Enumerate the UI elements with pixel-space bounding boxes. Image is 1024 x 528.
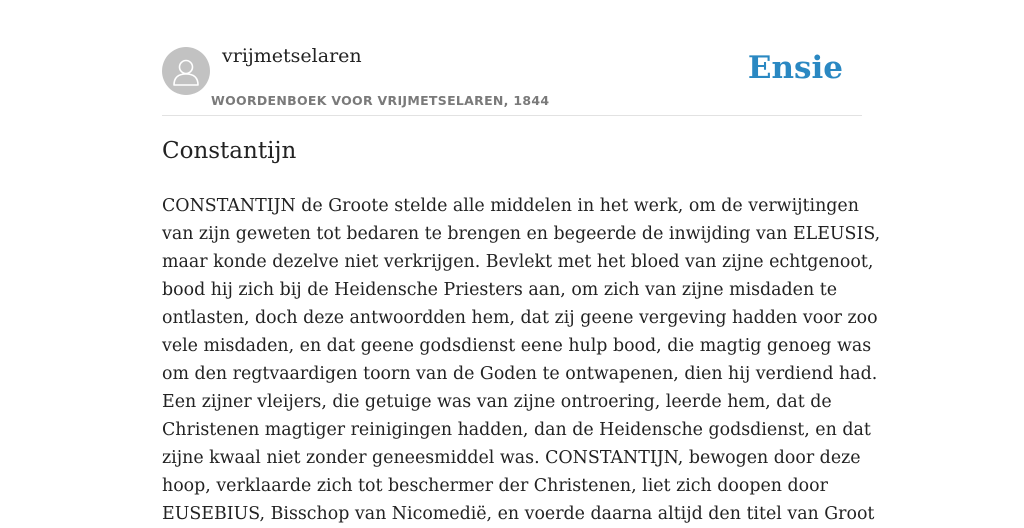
body-line: bood hij zich bij de Heidensche Priesters aan, om zich van zijne misdaden te — [162, 280, 837, 300]
body-line: Een zijner vleijers, die getuige was van zijne ontroering, leerde hem, dat de — [162, 392, 832, 412]
body-line: hoop, verklaarde zich tot beschermer der Christenen, liet zich doopen door — [162, 476, 828, 496]
ensie-logo[interactable]: Ensie — [747, 50, 843, 86]
body-line: vele misdaden, en dat geene godsdienst eene hulp bood, die magtig genoeg was — [162, 336, 872, 356]
body-line: EUSEBIUS, Bisschop van Nicomedië, en voerde daarna altijd den titel van Groot — [162, 504, 875, 524]
author-name[interactable]: vrijmetselaren — [222, 45, 362, 67]
body-line: zijne kwaal niet zonder geneesmiddel was. CONSTANTIJN, bewogen door deze — [162, 448, 861, 468]
source-label[interactable]: WOORDENBOEK VOOR VRIJMETSELAREN, 1844 — [211, 93, 550, 108]
author-avatar[interactable] — [162, 47, 210, 95]
user-icon — [162, 47, 210, 95]
body-line: CONSTANTIJN de Groote stelde alle middelen in het werk, om de verwijtingen — [162, 196, 859, 216]
body-line: van zijn geweten tot bedaren te brengen en begeerde de inwijding van ELEUSIS, — [162, 224, 881, 244]
body-line: maar konde dezelve niet verkrijgen. Bevlekt met het bloed van zijne echtgenoot, — [162, 252, 874, 272]
article-body — [162, 192, 881, 528]
header-divider — [162, 115, 862, 116]
body-line: Christenen magtiger reinigingen hadden, dan de Heidensche godsdienst, en dat — [162, 420, 871, 440]
article-title: Constantijn — [162, 138, 297, 164]
body-line: ontlasten, doch deze antwoordden hem, dat zij geene vergeving hadden voor zoo — [162, 308, 878, 328]
body-line: om den regtvaardigen toorn van de Goden te ontwapenen, dien hij verdiend had. — [162, 364, 878, 384]
